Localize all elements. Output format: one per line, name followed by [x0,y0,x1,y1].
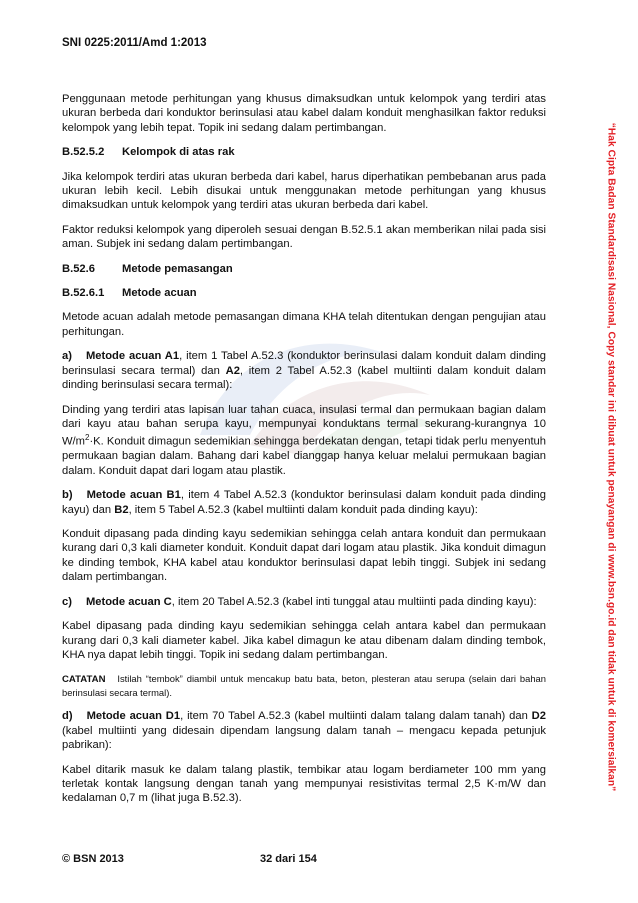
document-body [62,92,546,816]
section-heading: B.52.6.1 Metode acuan [62,287,197,300]
paragraph: Kabel dipasang pada dinding kayu sedemikian sehingga celah antara kabel dan permukaan kurang dari 0,3 kali diameter kabel. Jika kabel dimagun ke atau dibenam dalam dinding tembok, KHA nya dapat lebih tinggi. Topik ini sedang dalam pertimbangan. [62,620,546,661]
footer-copyright: © BSN 2013 [62,853,124,865]
section-heading: B.52.5.2 Kelompok di atas rak [62,146,235,159]
document-header: SNI 0225:2011/Amd 1:2013 [62,37,207,49]
paragraph: Faktor reduksi kelompok yang diperoleh sesuai dengan B.52.5.1 akan memberikan nilai pada sisi aman. Subjek ini sedang dalam pertimbangan. [62,223,546,251]
note: CATATAN Istilah “tembok” diambil untuk mencakup batu bata, beton, plesteran atau serupa (selain dari bahan berinsulasi secara termal). [62,673,546,699]
paragraph: Penggunaan metode perhitungan yang khusus dimaksudkan untuk kelompok yang terdiri atas ukuran berbeda dari konduktor berinsulasi atau kabel dalam konduit menghasilkan faktor reduksi kelompok yang lebih tepat. Topik ini sedang dalam pertimbangan. [62,93,546,134]
paragraph: Kabel ditarik masuk ke dalam talang plastik, tembikar atau logam berdiameter 100 mm yang terletak kontak langsung dengan tanah yang mempunyai resistivitas termal 2,5 K·m/W dan kedalaman 0,7 m (lihat juga B.52.3). [62,763,546,805]
list-item-a: a) Metode acuan A1, item 1 Tabel A.52.3 (konduktor berinsulasi dalam konduit dalam dinding berinsulasi secara termal) dan A2, item 2 Tabel A.52.3 (kabel multiinti dalam konduit dalam dinding berinsulasi secara termal): [62,350,547,392]
paragraph: Dinding yang terdiri atas lapisan luar tahan cuaca, insulasi termal dan permukaan bagian dalam dari kayu atau bahan serupa kayu, mempunyai konduktans termal sekurang-kurangnya 10 $W/m^2\cdot K$. Konduit dimagun sedemikian sehingga berdekatan dengan, tetapi tidak perlu menyentuh permukaan bagian dalam. Bahang dari kabel dianggap hanya keluar melalui permukaan bagian dalam. Konduit dapat dari logam atau plastik. [62,403,546,477]
copyright-side-notice: “Hak Cipta Badan Standardisasi Nasional, Copy standar ini dibuat untuk penayangan di www.bsn.go.id dan tidak untuk di komersialkan” [605,122,617,792]
section-heading: B.52.6 Metode pemasangan [62,262,233,275]
paragraph: Konduit dipasang pada dinding kayu sedemikian sehingga celah antara konduit dan permukaan kurang dari 0,3 kali diameter konduit. Konduit dapat dari logam atau plastik. Jika konduit dimagun ke dinding tembok, KHA kabel atau konduktor berinsulasi dapat lebih tinggi. Subjek ini sedang dalam pertimbangan. [62,528,546,584]
paragraph: Jika kelompok terdiri atas ukuran berbeda dari kabel, harus diperhatikan pembebanan arus pada ukuran lebih kecil. Lebih disukai untuk menggunakan metode perhitungan yang khusus dimaksudkan untuk kelompok yang terdiri atas ukuran berbeda dari kabel. [62,170,546,212]
list-item-d: d) Metode acuan D1, item 70 Tabel A.52.3 (kabel multiinti dalam talang dalam tanah) dan D2 (kabel multiinti yang didesain dipendam langsung dalam tanah – mengacu kepada petunjuk pabrikan): [62,710,546,752]
page-number: 32 dari 154 [260,853,317,865]
paragraph: Metode acuan adalah metode pemasangan dimana KHA telah ditentukan dengan pengujian atau perhitungan. [62,311,546,338]
list-item-b: b) Metode acuan B1, item 4 Tabel A.52.3 (konduktor berinsulasi dalam konduit pada dinding kayu) dan B2, item 5 Tabel A.52.3 (kabel multiinti dalam konduit pada dinding kayu): [62,489,546,516]
list-item-c: c) Metode acuan C, item 20 Tabel A.52.3 (kabel inti tunggal atau multiinti pada dinding kayu): [62,595,537,608]
